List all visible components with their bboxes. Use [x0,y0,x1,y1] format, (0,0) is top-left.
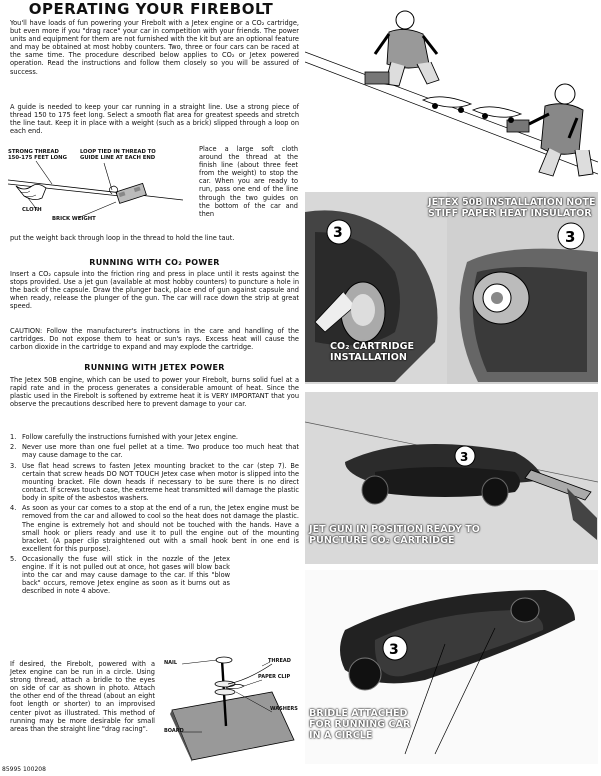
circle-paragraph: If desired, the Firebolt, powered with a Jetex engine can be run in a circle. Using strong thread, attach a bridle to the eyes on side of car as shown in photo. Attach the other end of the thread (about an eight foot length or shorter) to an improvised center pivot as illustrated. This method of running may be more desirable for small areas than the straight line "drag racing". [10,660,155,733]
thread-diagram [8,146,193,224]
jetex-caption: JETEX 50B INSTALLATION NOTE STIFF PAPER HEAT INSULATOR [428,197,596,219]
car-number-3-gun: 3 [460,450,469,464]
racing-photo [305,2,598,185]
co2-caution: CAUTION: Follow the manufacturer's instructions in the care and handling of the cartridges. Do not expose them to heat or sun's rays. Excess heat will cause the carbon dioxide in the cartridge to expand and may explode the cartridge. [10,327,299,352]
jet-gun-caption: JET GUN IN POSITION READY TO PUNCTURE CO₂ CARTRIDGE [309,524,480,546]
nail-label: NAIL [164,660,178,666]
list-item: 5. Occasionally the fuse will stick in the nozzle of the Jetex engine. If it is not pulled out at once, hot gases will blow back into the car and may cause damage to the car. If this "blow back" occurs, remove Jetex engine as soon as it burns out as described in note 4 above. [10,555,230,596]
car-number-3-left: 3 [333,225,343,241]
intro-paragraph: You'll have loads of fun powering your Firebolt with a Jetex engine or a CO₂ cartridge, but even more if you "drag race" your car in competition with your friends. The power units and equipment for them are not furnished with the kit but are an optional feature and may be obtained at most hobby counters. Two, three or four cars can be raced at the same time. The procedure described below applies to CO₂ or Jetex powered operation. Read the instructions and follow them closely so you will be assured of success. [10,19,299,76]
cloth-paragraph: Place a large soft cloth around the thread at the finish line (about three feet from the weight) to stop the car. When you are ready to run, pass one end of the line through the two guides on the bottom of the car and then [199,145,298,218]
jetex-heading: RUNNING WITH JETEX POWER [84,363,225,372]
board-label: BOARD [164,728,184,734]
cloth-paragraph-end: put the weight back through loop in the thread to hold the line taut. [10,234,235,242]
co2-caption: CO₂ CARTRIDGE INSTALLATION [330,341,415,363]
thread-label: THREAD [268,658,291,664]
footer-code: 85995 100208 [2,766,46,773]
guide-paragraph: A guide is needed to keep your car running in a straight line. Use a strong piece of thread 150 to 175 feet long. Select a smooth flat area for greatest speeds and stretch the line taut. Keep it in place with a weight (such as a brick) slipped through a loop on each end. [10,103,299,136]
bridle-caption: BRIDLE ATTACHED FOR RUNNING CAR IN A CIRCLE [309,708,411,741]
list-item: 3. Use flat head screws to fasten Jetex mounting bracket to the car (step 7). Be certain that screw heads DO NOT TOUCH Jetex case when motor is slipped into the mounting bracket. File down heads if necessary to be sure there is no direct contact. If screws touch case, the extreme heat transmitted will damage the plastic body in spite of the asbestos washers. [10,461,299,503]
car-number-3-bridle: 3 [389,642,399,658]
loop-label: LOOP TIED IN THREAD TO GUIDE LINE AT EACH END [80,149,156,161]
jetex-photo [447,192,598,384]
jetex-car-rear-illustration [447,192,598,384]
car-number-3-right: 3 [565,228,576,246]
cloth-label: CLOTH [22,207,42,213]
list-item: 2. Never use more than one fuel pellet at a time. Two produce too much heat that may cause damage to the car. [10,443,299,460]
brick-weight-label: BRICK WEIGHT [52,216,96,222]
pivot-illustration [162,640,299,762]
boys-racing-illustration [305,2,598,185]
page-title: OPERATING YOUR FIREBOLT [28,0,274,18]
co2-paragraph: Insert a CO₂ capsule into the friction ring and press in place until it rests against the stops provided. Use a jet gun (available at most hobby counters) to puncture a hole in the back of the capsule. Draw the plunger back, place end of gun against capsule and when ready, release the plunger of the gun. The car will race down the strip at great speed. [10,270,299,311]
strong-thread-label: STRONG THREAD 150-175 FEET LONG [8,149,67,161]
washers-label: WASHERS [270,706,298,712]
jetex-steps [8,433,299,598]
list-item: 1. Follow carefully the instructions furnished with your Jetex engine. [10,433,239,441]
list-item: 4. As soon as your car comes to a stop at the end of a run, the Jetex engine must be removed from the car and allowed to cool so the heat does not damage the plastic. The engine is extremely hot and should not be touched with the hands. Have a small hook or pliers ready and use it to pull the engine out of the mounting bracket. (A paper clip straightened out with a small hook bent in one end is excellent for this purpose). [10,504,299,553]
jetex-paragraph: The Jetex 50B engine, which can be used to power your Firebolt, burns solid fuel at a rapid rate and in the process generates a considerable amount of heat. Since the plastic used in the Firebolt is softened by extreme heat it is VERY IMPORTANT that you observe the precautions described here to prevent damage to your car. [10,376,299,409]
paper-clip-label: PAPER CLIP [258,674,291,680]
co2-heading: RUNNING WITH CO₂ POWER [89,258,220,267]
